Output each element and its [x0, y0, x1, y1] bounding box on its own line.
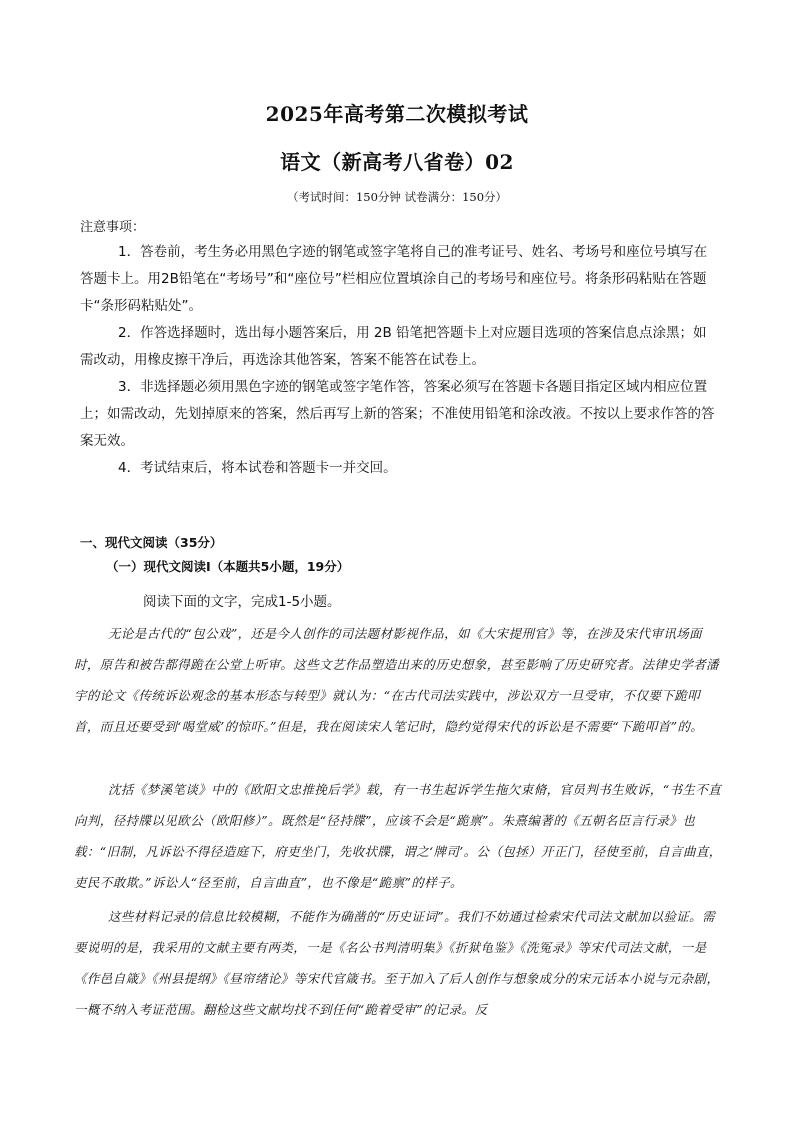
exam-time-and-score: （考试时间：150分钟 试卷满分：150分）: [286, 190, 508, 204]
exam-title: 2025年高考第二次模拟考试: [265, 102, 529, 126]
passage-paragraph-3: 这些材料记录的信息比较模糊，不能作为确凿的“历史证词”。我们不妨通过检索宋代司法文献加以验证。需要说明的是，我采用的文献主要有两类，一是《名公书判清明集》《折狱龟鉴》《洗冤录》等宋代司法文献，一是《作邑自箴》《州县提纲》《昼帘绪论》等宋代官箴书。至于加入了后人创作与想象成分的宋元话本小说与元杂剧，一概不纳入考证范围。翻检这些文献均找不到任何“跪着受审”的记录。反: [74, 909, 720, 1017]
section-heading: 一、现代文阅读（35分）: [80, 535, 223, 550]
exam-subtitle: 语文（新高考八省卷）02: [280, 150, 514, 174]
reading-instruction: 阅读下面的文字，完成1-5小题。: [143, 594, 341, 610]
passage-paragraph-1: 无论是古代的“包公戏”，还是今人创作的司法题材影视作品，如《大宋提刑官》等，在涉及宋代审讯场面时，原告和被告都得跪在公堂上听审。这些文艺作品塑造出来的历史想象，甚至影响了历史研究者。法律史学者潘宇的论文《传统诉讼观念的基本形态与转型》就认为：“在古代司法实践中，涉讼双方一旦受审，不仅要下跪叩首，而且还要受到‘喝堂威’的惊吓。”但是，我在阅读宋人笔记时，隐约觉得宋代的诉讼是不需要“下跪叩首”的。: [74, 626, 720, 734]
note-item-4: 4．考试结束后，将本试卷和答题卡一并交回。: [118, 460, 397, 476]
note-item-2: 2．作答选择题时，选出每小题答案后，用 2B 铅笔把答题卡上对应题目选项的答案信息点涂黑；如需改动，用橡皮擦干净后，再选涂其他答案，答案不能答在试卷上。: [80, 325, 707, 368]
subsection-heading: （一）现代文阅读Ⅰ（本题共5小题，19分）: [106, 559, 350, 574]
note-item-1: 1．答卷前，考生务必用黑色字迹的钢笔或签字笔将自己的准考证号、姓名、考场号和座位号填写在答题卡上。用2B铅笔在“考场号”和“座位号”栏相应位置填涂自己的考场号和座位号。将条形码粘贴在答题卡“条形码粘贴处”。: [80, 244, 708, 314]
passage-paragraph-2: 沈括《梦溪笔谈》中的《欧阳文忠推挽后学》载，有一书生起诉学生拖欠束脩，官员判书生败诉，“书生不直向判，径持牒以见欧公（欧阳修）”。既然是“径持牒”，应该不会是“跪禀”。朱熹编著的《五朝名臣言行录》也载：“旧制，凡诉讼不得径造庭下，府吏坐门，先收状牒，谓之‘牌司’。公（包拯）开正门，径使至前，自言曲直，吏民不敢欺。”诉讼人“径至前，自言曲直”，也不像是“跪禀”的样子。: [74, 782, 722, 890]
note-item-3: 3．非选择题必须用黑色字迹的钢笔或签字笔作答，答案必须写在答题卡各题目指定区域内相应位置上；如需改动，先划掉原来的答案，然后再写上新的答案；不准使用铅笔和涂改液。不按以上要求作答的答案无效。: [80, 379, 715, 449]
notes-heading: 注意事项：: [80, 220, 146, 235]
